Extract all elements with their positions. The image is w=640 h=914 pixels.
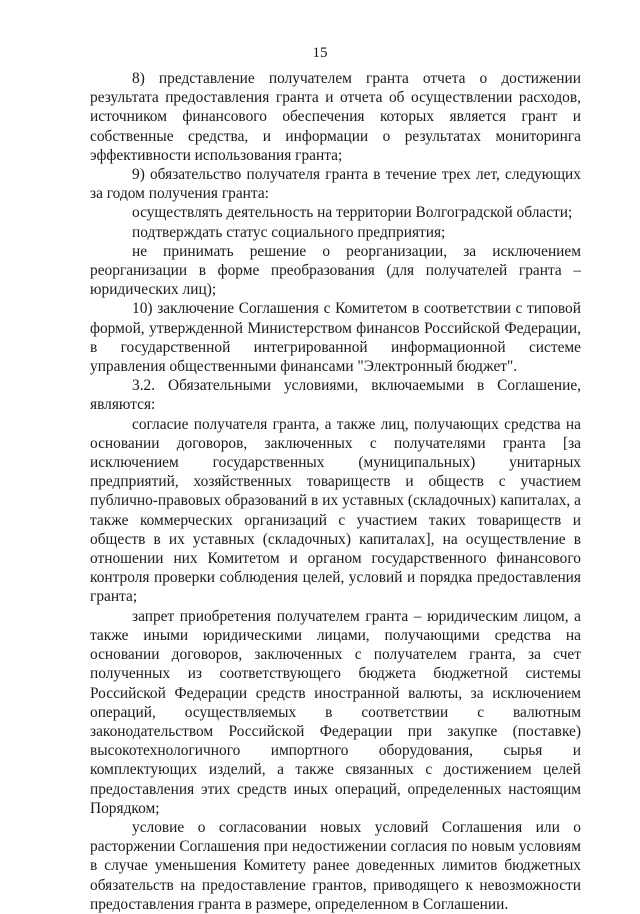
paragraph-item-8-report: 8) представление получателем гранта отчета о достижении результата предоставления гранта и отчета об осуществлении расходов, источником финансового обеспечения которых является грант и собственные средства, и информации о результатах мониторинга эффективности использования гранта; <box>90 70 581 164</box>
paragraph-currency-ban: запрет приобретения получателем гранта – юридическим лицом, а также иными юридическими лицами, получающими средства на основании договоров, заключенных с получателем гранта, за счет полученных из соответствующего бюджета бюджетной системы Российской Федерации средств иностранной валюты, за исключением операций, осуществляемых в соответствии с валютным законодательством Российской Федерации при закупке (поставке) высокотехнологичного импортного оборудования, сырья и комплектующих изделий, а также связанных с достижением целей предоставления этих средств иных операций, определенных настоящим Порядком; <box>90 607 581 817</box>
document-body <box>90 69 581 914</box>
paragraph-item-9-obligation: 9) обязательство получателя гранта в течение трех лет, следующих за годом получения гранта: <box>90 166 581 203</box>
paragraph-confirm-status: подтверждать статус социального предприятия; <box>132 223 446 241</box>
paragraph-no-reorganization: не принимать решение о реорганизации, за исключением реорганизации в форме преобразования (для получателей гранта – юридических лиц); <box>90 242 581 299</box>
paragraph-operate-in-region: осуществлять деятельность на территории Волгоградской области; <box>132 204 573 222</box>
paragraph-item-10-agreement: 10) заключение Соглашения с Комитетом в соответствии с типовой формой, утвержденной Министерством финансов Российской Федерации, в государственной интегрированной информационной системе управления общественными финансами "Электронный бюджет". <box>90 300 581 376</box>
paragraph-agreement-change: условие о согласовании новых условий Соглашения или о расторжении Соглашения при недостижении согласия по новым условиям в случае уменьшения Комитету ранее доведенных лимитов бюджетных обязательств на предоставление грантов, приводящего к невозможности предоставления гранта в размере, определенном в Соглашении. <box>90 818 581 913</box>
paragraph-section-3-2: 3.2. Обязательными условиями, включаемыми в Соглашение, являются: <box>90 377 581 414</box>
paragraph-consent-audit: согласие получателя гранта, а также лиц, получающих средства на основании договоров, заключенных с получателями гранта [за исключением государственных (муниципальных) унитарных предприятий, хозяйственных товариществ и обществ с участием публично-правовых образований в их уставных (складочных) капиталах, а также коммерческих организаций с участием таких товариществ и обществ в их уставных (складочных) капиталах], на осуществление в отношении них Комитетом и органом государственного финансового контроля проверки соблюдения целей, условий и порядка предоставления гранта; <box>90 415 581 606</box>
page-number: 15 <box>312 45 328 61</box>
